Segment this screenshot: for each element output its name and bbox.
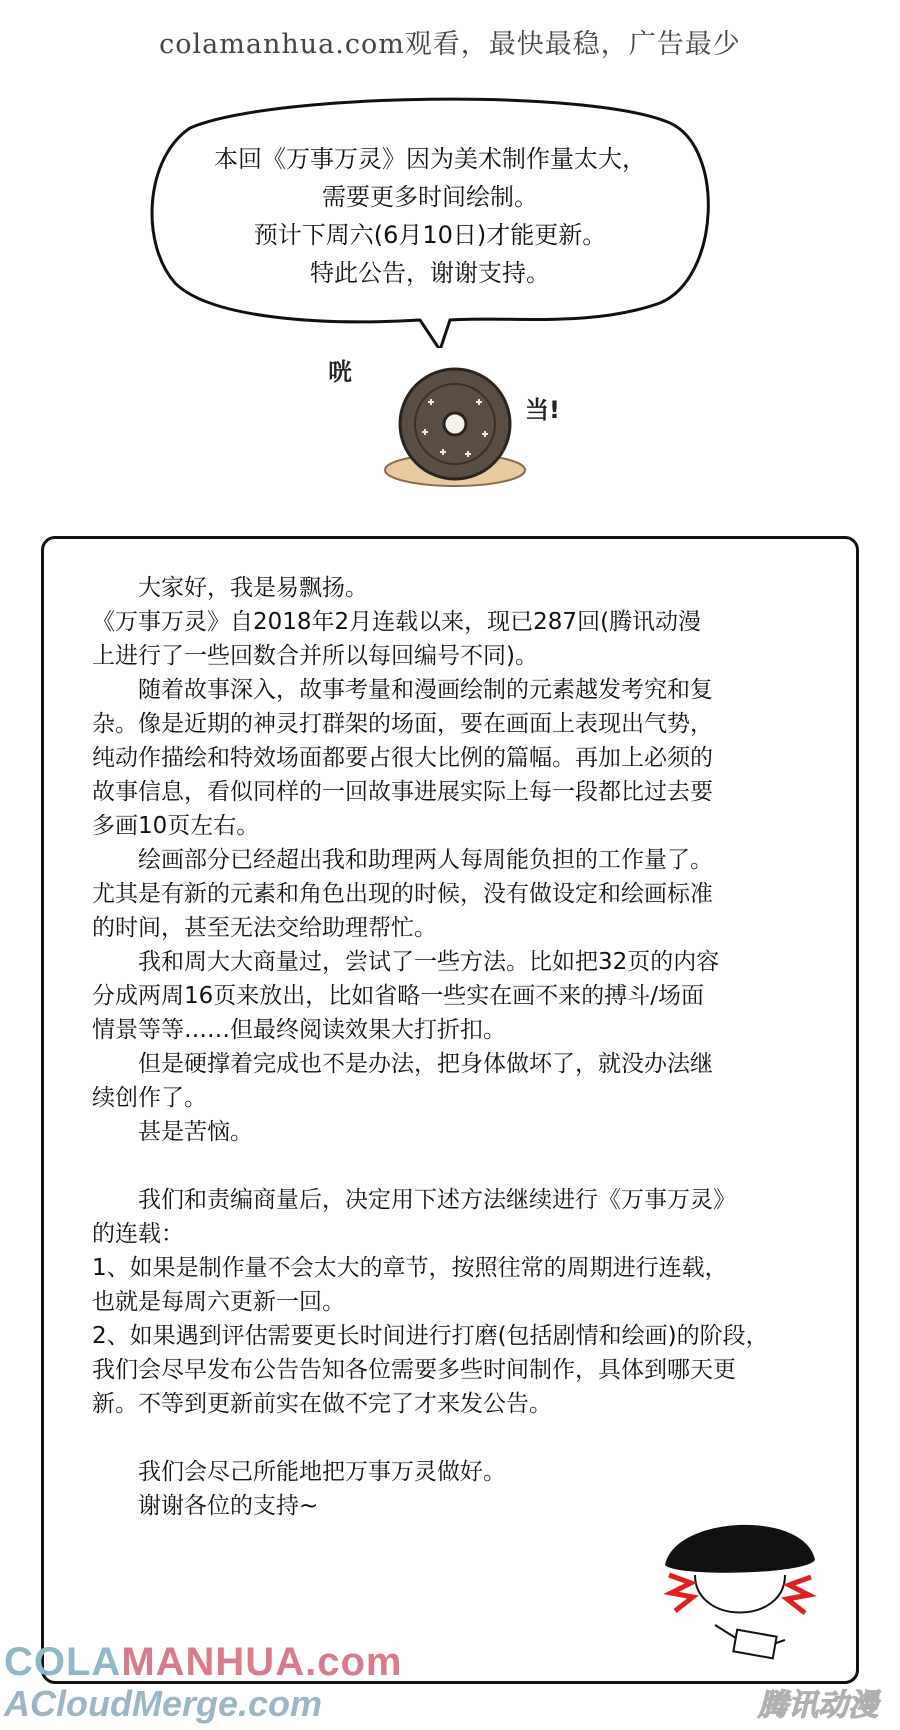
gong-mascot-illustration [328, 352, 570, 492]
notice-line: 大家好，我是易飘扬。 [138, 575, 368, 601]
notice-line: 随着故事深入，故事考量和漫画绘制的元素越发考究和复 [138, 677, 713, 703]
watermark-part-b: MANHUA.com [121, 1640, 403, 1684]
tencent-comic-watermark: 腾讯动漫 [758, 1689, 878, 1722]
notice-line: 但是硬撑着完成也不是办法，把身体做坏了，就没办法继 [138, 1051, 713, 1077]
notice-body [92, 571, 832, 1523]
bubble-line: 特此公告，谢谢支持。 [310, 259, 550, 287]
notice-line: 2、如果遇到评估需要更长时间进行打磨(包括剧情和绘画)的阶段， [92, 1323, 769, 1349]
bubble-line: 预计下周六(6月10日)才能更新。 [253, 221, 607, 249]
notice-line: 尤其是有新的元素和角色出现的时候，没有做设定和绘画标准 [92, 881, 713, 907]
notice-line: 的连载： [92, 1221, 184, 1247]
notice-line: 杂。像是近期的神灵打群架的场面，要在画面上表现出气势， [92, 711, 713, 737]
notice-line: 《万事万灵》自2018年2月连载以来，现已287回(腾讯动漫 [92, 609, 702, 635]
notice-line: 情景等等……但最终阅读效果大打折扣。 [92, 1017, 506, 1043]
watermark-part-a: COLA [4, 1640, 122, 1684]
bubble-text [150, 140, 710, 292]
notice-line: 我们会尽己所能地把万事万灵做好。 [138, 1459, 506, 1485]
notice-line: 1、如果是制作量不会太大的章节，按照往常的周期进行连载， [92, 1255, 728, 1281]
notice-line: 也就是每周六更新一回。 [92, 1289, 345, 1315]
author-avatar-icon [655, 1505, 825, 1665]
notice-line: 故事信息，看似同样的一回故事进展实际上每一段都比过去要 [92, 779, 713, 805]
notice-line: 多画10页左右。 [92, 813, 260, 839]
speech-bubble [150, 88, 710, 328]
notice-line: 续创作了。 [92, 1085, 207, 1111]
sfx-left: 咣 [328, 358, 352, 386]
notice-line: 上进行了一些回数合并所以每回编号不同)。 [92, 643, 538, 669]
notice-line: 分成两周16页来放出，比如省略一些实在画不来的搏斗/场面 [92, 983, 705, 1009]
notice-line: 我们和责编商量后，决定用下述方法继续进行《万事万灵》 [138, 1187, 736, 1213]
site-banner: colamanhua.com观看，最快最稳，广告最少 [159, 29, 741, 60]
author-chibi-illustration [655, 1505, 825, 1665]
bubble-line: 需要更多时间绘制。 [322, 183, 538, 211]
notice-line: 谢谢各位的支持~ [138, 1493, 319, 1519]
colamanhua-watermark [4, 1640, 402, 1685]
paragraph-gap [92, 1149, 832, 1183]
notice-line: 纯动作描绘和特效场面都要占很大比例的篇幅。再加上必须的 [92, 745, 713, 771]
notice-line: 新。不等到更新前实在做不完了才来发公告。 [92, 1391, 552, 1417]
paragraph-gap [92, 1421, 832, 1455]
notice-line: 我们会尽早发布公告告知各位需要多些时间制作，具体到哪天更 [92, 1357, 736, 1383]
acloudmerge-watermark: ACloudMerge.com [4, 1683, 323, 1724]
notice-line: 绘画部分已经超出我和助理两人每周能负担的工作量了。 [138, 847, 713, 873]
notice-line: 我和周大大商量过，尝试了一些方法。比如把32页的内容 [138, 949, 720, 975]
notice-line: 的时间，甚至无法交给助理帮忙。 [92, 915, 437, 941]
sfx-right: 当! [525, 396, 560, 424]
notice-line: 甚是苦恼。 [138, 1119, 253, 1145]
bubble-line: 本回《万事万灵》因为美术制作量太大， [214, 145, 646, 173]
